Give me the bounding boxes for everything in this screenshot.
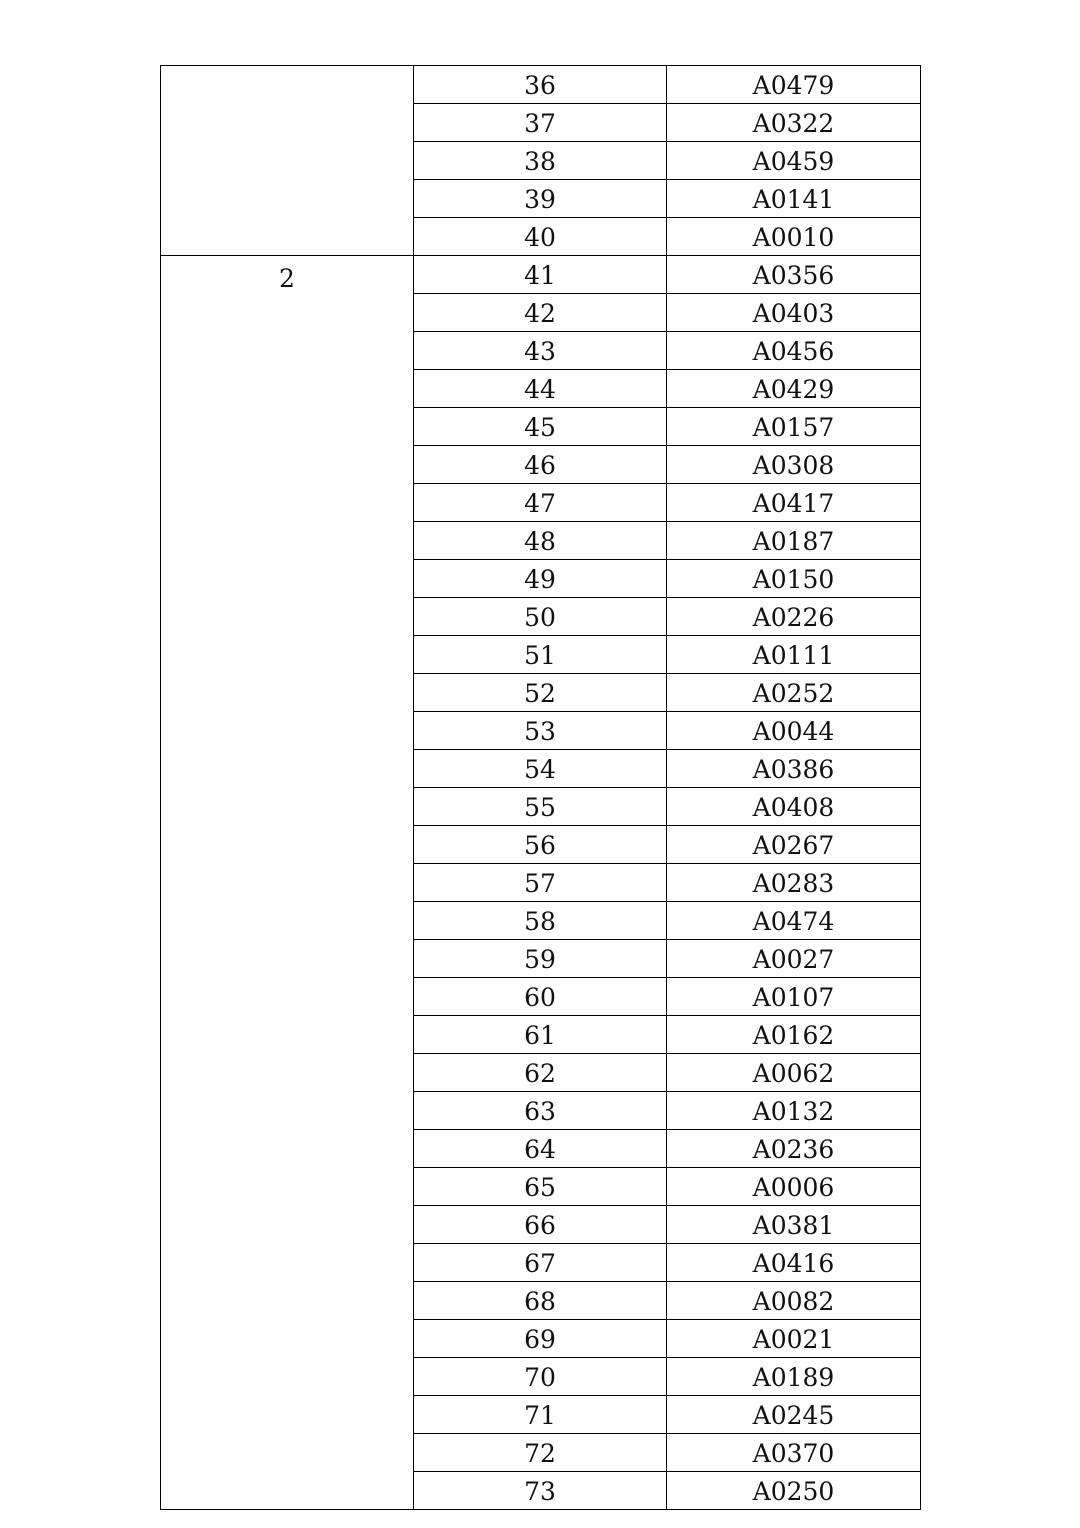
code-cell: A0141 xyxy=(667,180,921,218)
sequence-number-cell: 72 xyxy=(414,1434,667,1472)
code-cell: A0236 xyxy=(667,1130,921,1168)
sequence-number-cell: 52 xyxy=(414,674,667,712)
code-cell: A0107 xyxy=(667,978,921,1016)
code-cell: A0132 xyxy=(667,1092,921,1130)
sequence-number-cell: 61 xyxy=(414,1016,667,1054)
sequence-number-cell: 37 xyxy=(414,104,667,142)
code-cell: A0403 xyxy=(667,294,921,332)
sequence-number-cell: 71 xyxy=(414,1396,667,1434)
code-cell: A0111 xyxy=(667,636,921,674)
code-cell: A0157 xyxy=(667,408,921,446)
code-cell: A0356 xyxy=(667,256,921,294)
sequence-number-cell: 47 xyxy=(414,484,667,522)
sequence-number-cell: 67 xyxy=(414,1244,667,1282)
code-cell: A0322 xyxy=(667,104,921,142)
sequence-number-cell: 41 xyxy=(414,256,667,294)
code-cell: A0044 xyxy=(667,712,921,750)
code-cell: A0456 xyxy=(667,332,921,370)
sequence-number-cell: 62 xyxy=(414,1054,667,1092)
code-cell: A0245 xyxy=(667,1396,921,1434)
code-cell: A0386 xyxy=(667,750,921,788)
code-cell: A0189 xyxy=(667,1358,921,1396)
assignment-table-container xyxy=(160,65,920,1510)
sequence-number-cell: 53 xyxy=(414,712,667,750)
sequence-number-cell: 58 xyxy=(414,902,667,940)
code-cell: A0006 xyxy=(667,1168,921,1206)
code-cell: A0250 xyxy=(667,1472,921,1510)
sequence-number-cell: 40 xyxy=(414,218,667,256)
sequence-number-cell: 57 xyxy=(414,864,667,902)
sequence-number-cell: 73 xyxy=(414,1472,667,1510)
sequence-number-cell: 66 xyxy=(414,1206,667,1244)
code-cell: A0187 xyxy=(667,522,921,560)
group-cell xyxy=(161,66,414,256)
sequence-number-cell: 59 xyxy=(414,940,667,978)
code-cell: A0150 xyxy=(667,560,921,598)
code-cell: A0429 xyxy=(667,370,921,408)
code-cell: A0479 xyxy=(667,66,921,104)
code-cell: A0010 xyxy=(667,218,921,256)
code-cell: A0474 xyxy=(667,902,921,940)
sequence-number-cell: 38 xyxy=(414,142,667,180)
sequence-number-cell: 68 xyxy=(414,1282,667,1320)
code-cell: A0381 xyxy=(667,1206,921,1244)
table-body xyxy=(161,66,921,1510)
sequence-number-cell: 49 xyxy=(414,560,667,598)
sequence-number-cell: 48 xyxy=(414,522,667,560)
sequence-number-cell: 64 xyxy=(414,1130,667,1168)
code-cell: A0416 xyxy=(667,1244,921,1282)
code-cell: A0417 xyxy=(667,484,921,522)
code-cell: A0283 xyxy=(667,864,921,902)
sequence-number-cell: 46 xyxy=(414,446,667,484)
sequence-number-cell: 60 xyxy=(414,978,667,1016)
sequence-number-cell: 39 xyxy=(414,180,667,218)
sequence-number-cell: 42 xyxy=(414,294,667,332)
sequence-number-cell: 50 xyxy=(414,598,667,636)
sequence-number-cell: 69 xyxy=(414,1320,667,1358)
code-cell: A0162 xyxy=(667,1016,921,1054)
sequence-number-cell: 70 xyxy=(414,1358,667,1396)
sequence-number-cell: 43 xyxy=(414,332,667,370)
sequence-number-cell: 63 xyxy=(414,1092,667,1130)
code-cell: A0252 xyxy=(667,674,921,712)
sequence-number-cell: 36 xyxy=(414,66,667,104)
code-cell: A0267 xyxy=(667,826,921,864)
code-cell: A0459 xyxy=(667,142,921,180)
sequence-number-cell: 54 xyxy=(414,750,667,788)
code-cell: A0226 xyxy=(667,598,921,636)
code-cell: A0027 xyxy=(667,940,921,978)
code-cell: A0408 xyxy=(667,788,921,826)
table-row xyxy=(161,66,921,104)
sequence-number-cell: 51 xyxy=(414,636,667,674)
table-row xyxy=(161,256,921,294)
code-cell: A0370 xyxy=(667,1434,921,1472)
code-cell: A0021 xyxy=(667,1320,921,1358)
sequence-number-cell: 55 xyxy=(414,788,667,826)
code-cell: A0062 xyxy=(667,1054,921,1092)
sequence-number-cell: 44 xyxy=(414,370,667,408)
assignment-table xyxy=(160,65,921,1510)
sequence-number-cell: 65 xyxy=(414,1168,667,1206)
group-cell: 2 xyxy=(161,256,414,1510)
sequence-number-cell: 56 xyxy=(414,826,667,864)
code-cell: A0308 xyxy=(667,446,921,484)
sequence-number-cell: 45 xyxy=(414,408,667,446)
code-cell: A0082 xyxy=(667,1282,921,1320)
